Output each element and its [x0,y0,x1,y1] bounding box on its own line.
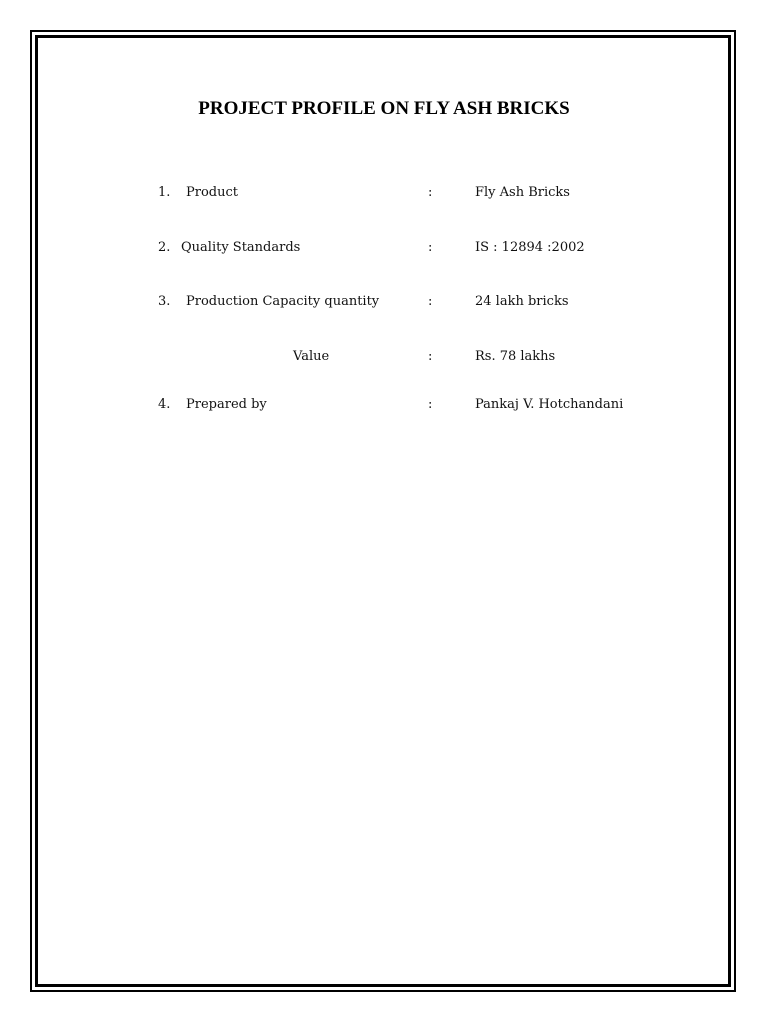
row-number: 3. [158,294,171,309]
row-number: 1. [158,185,171,200]
page-border-inner [35,35,731,987]
row-value: Rs. 78 lakhs [475,349,556,364]
row-colon: : [428,397,433,412]
row-colon: : [428,240,433,255]
row-label: Quality Standards [181,240,301,255]
row-number: 4. [158,397,171,412]
row-value: IS : 12894 :2002 [475,240,585,255]
row-value: Pankaj V. Hotchandani [475,397,624,412]
row-value: Fly Ash Bricks [475,185,570,200]
row-label: Production Capacity quantity [186,294,380,309]
document-title: PROJECT PROFILE ON FLY ASH BRICKS [198,98,570,119]
row-label: Product [186,185,238,200]
row-colon: : [428,349,433,364]
row-value: 24 lakh bricks [475,294,569,309]
row-colon: : [428,185,433,200]
row-colon: : [428,294,433,309]
row-number: 2. [158,240,171,255]
row-label: Prepared by [186,397,267,412]
row-label: Value [293,349,330,364]
